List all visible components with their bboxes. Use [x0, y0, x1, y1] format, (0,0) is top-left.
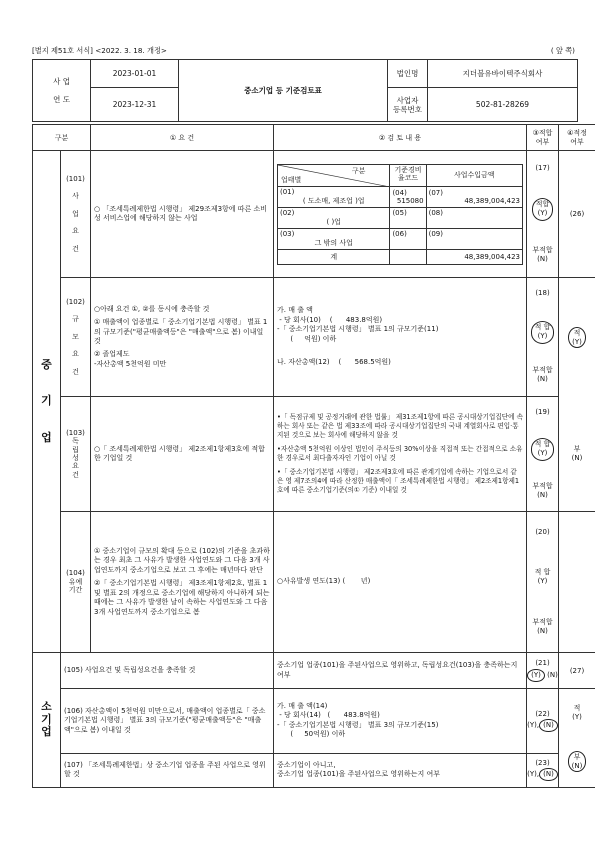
appr-27: (27)	[559, 653, 595, 689]
rev-104: ○사유발생 연도(13) ( 년)	[274, 512, 527, 653]
header-table	[32, 59, 578, 122]
fit-106-no[interactable]: (N)	[539, 719, 558, 732]
industry-r2: (02) ( )업	[278, 207, 390, 228]
appr-small	[559, 689, 595, 788]
fit-101-yes[interactable]: 적합 (Y)	[532, 198, 554, 220]
rev-106: 가. 매 출 액(14) - 당 회사(14) ( 483.8억원) -「 중소기업기본법 시행령」 별표 3의 규모기준(15) ( 50억원) 이하	[274, 689, 527, 754]
industry-total-code	[390, 249, 426, 264]
fit-102-no[interactable]: 부적합 (N)	[532, 366, 553, 384]
fit-102-yes[interactable]: 적 합 (Y)	[531, 321, 555, 343]
fiscal-year-label: 사 업 연 도	[33, 60, 91, 122]
industry-r3-sales: (09)	[426, 228, 522, 249]
corp-name: 지더블유바이텍주식회사	[428, 60, 578, 88]
fit-104: (20) 적 합 (Y) 부적합 (N)	[527, 512, 559, 653]
req-103: ○「 조세특례제한법 시행령」 제2조제1항제3호에 적합한 기업일 것	[91, 397, 274, 512]
industry-r3-code: (06)	[390, 228, 426, 249]
page-side: ( 앞 쪽)	[550, 46, 575, 55]
rev-105: 중소기업 업종(101)을 주된사업으로 영위하고, 독립성요건(103)을 충족하는지 여부	[274, 653, 527, 689]
industry-cell	[274, 151, 527, 278]
appr-104	[559, 512, 595, 653]
appr-small-yes[interactable]: 적 (Y)	[572, 704, 582, 721]
industry-h-biz: 업태별	[281, 175, 302, 184]
req-101: ○ 「조세특례제한법 시행령」 제29조제3항에 따른 소비성 서비스업에 해당하지 않는 사업	[91, 151, 274, 278]
biz-no-label: 사업자 등록번호	[388, 88, 428, 122]
req-107: (107) 「조세특례제한법」상 중소기업 업종을 주된 사업으로 영위할 것	[61, 753, 274, 787]
doc-title: 중소기업 등 기준검토표	[179, 60, 388, 122]
section-sme: 중 기 업	[33, 151, 61, 653]
review-table	[32, 124, 595, 788]
rev-102: 가. 매 출 액 - 당 회사(10) ( 483.8억원) -「 중소기업기본법 시행령」 별표 1의 규모기준(11) ( 억원) 이하 나. 자산총액(12) ( 568.5억원)	[274, 278, 527, 397]
col-requirement: ① 요 건	[91, 125, 274, 151]
period-to: 2023-12-31	[91, 88, 179, 122]
col-review: ② 검 토 내 용	[274, 125, 527, 151]
period-from: 2023-01-01	[91, 60, 179, 88]
industry-r1-sales: (07) 48,389,004,423	[426, 186, 522, 207]
industry-h-type: 구분	[351, 166, 366, 175]
col-appropriate: ④적정 여부	[559, 125, 595, 151]
industry-total-label: 계	[278, 249, 390, 264]
fit-101: (17) 적합 (Y) 부적합 (N)	[527, 151, 559, 278]
fit-103: (19) 적 합 (Y) 부적합 (N)	[527, 397, 559, 512]
code-103: (103) 독 립 성 요 건	[61, 397, 91, 512]
rev-107: 중소기업이 아니고, 중소기업 업종(101)을 주된사업으로 영위하는지 여부	[274, 753, 527, 787]
fit-107-no[interactable]: (N)	[539, 768, 558, 781]
biz-no: 502-81-28269	[428, 88, 578, 122]
industry-r3: (03) 그 밖의 사업	[278, 228, 390, 249]
req-102: ○아래 요건 ①, ②를 동시에 충족할 것 ① 매출액이 업종별로「 중소기업기본법 시행령」 별표 1의 규모기준("평균매출액등"은 "매출액"으로 봄) 이내일 것 ② 졸업제도 -자산총액 5천억원 미만	[91, 278, 274, 397]
corp-name-label: 법인명	[388, 60, 428, 88]
fit-106: (22) (Y), (N)	[527, 689, 559, 754]
industry-r1: (01) ( 도소매, 제조업 )업	[278, 186, 390, 207]
code-104: (104) 유예 기간	[61, 512, 91, 653]
req-104: ① 중소기업이 규모의 확대 등으로 (102)의 기준을 초과하는 경우 최초 그 사유가 발생한 사업연도와 그 다음 3개 사업연도까지 중소기업으로 보고 그 후에는 매년마다 판단 ②「 중소기업기본법 시행령」 제3조제1항제2호, 별표 1 및 별표 2의 개정으로 중소기업에 해당하지 아니하게 되는 때에는 그 사유가 발생한 날이 속하는 사업연도와 그 다음 3개 사업연도까지 중소기업으로 봄	[91, 512, 274, 653]
fit-103-no[interactable]: 부적합 (N)	[532, 482, 553, 500]
industry-r2-sales: (08)	[426, 207, 522, 228]
appr-sme-no[interactable]: 부 (N)	[571, 445, 583, 462]
col-category: 구분	[33, 125, 91, 151]
req-105: (105) 사업요건 및 독립성요건을 충족할 것	[61, 653, 274, 689]
industry-r1-code: (04) 515080	[390, 186, 426, 207]
code-101: (101) 사 업 요 건	[61, 151, 91, 278]
fit-102: (18) 적 합 (Y) 부적합 (N)	[527, 278, 559, 397]
fit-105-yes[interactable]: (Y)	[527, 669, 545, 682]
form-number: [별지 제51호 서식] <2022. 3. 18. 개정>	[32, 46, 167, 55]
industry-total-value: 48,389,004,423	[426, 249, 522, 264]
fit-106-yes[interactable]: (Y),	[527, 720, 540, 729]
appr-sme-yes[interactable]: 적 (Y)	[568, 327, 586, 348]
fit-107: (23) (Y), (N)	[527, 753, 559, 787]
fit-105: (21) (Y) (N)	[527, 653, 559, 689]
rev-103: •「 독점규제 및 공정거래에 관한 법률」 제31조제1항에 따른 공시대상기업집단에 속하는 회사 또는 같은 법 제33조에 따라 공시대상기업집단의 국내 계열회사로 편입·통지된 것으로 보는 회사에 해당하지 않을 것 •자산총액 5천억원 이상인 법인이 주식등의 30%이상을 직접적 또는 간접적으로 소유한 경우로서 최다출자자인 기업이 아닐 것 •「 중소기업기본법 시행령」 제2조제3호에 따른 관계기업에 속하는 기업으로서 같은 영 제7조의4에 따라 산정한 매출액이「 조세특례제한법 시행령」 제2조제1항제1호에 따른 중소기업기준(의① 기준) 이내일 것	[274, 397, 527, 512]
req-106: (106) 자산총액이 5천억원 미만으로서, 매출액이 업종별로「 중소기업기본법 시행령」 별표 3의 규모기준("평균매출액등"은 "매출액"으로 봄) 이내일 것	[61, 689, 274, 754]
industry-r2-code: (05)	[390, 207, 426, 228]
fit-104-no[interactable]: 부적합 (N)	[532, 618, 553, 636]
appr-26: (26)	[559, 151, 595, 278]
appr-sme	[559, 278, 595, 512]
fit-105-no[interactable]: (N)	[547, 670, 558, 679]
section-small: 소 기 업	[33, 653, 61, 788]
industry-h-code: 기준경비 율코드	[390, 164, 426, 186]
fit-101-no[interactable]: 부적합 (N)	[532, 246, 553, 264]
appr-small-no[interactable]: 부 (N)	[568, 751, 587, 772]
industry-diag-header	[278, 164, 390, 186]
fit-104-yes[interactable]: 적 합 (Y)	[534, 568, 551, 586]
fit-103-yes[interactable]: 적 합 (Y)	[531, 438, 555, 460]
industry-table	[277, 164, 523, 265]
fit-107-yes[interactable]: (Y),	[527, 770, 540, 779]
industry-h-sales: 사업수입금액	[426, 164, 522, 186]
col-fit: ③적합 여부	[527, 125, 559, 151]
code-102: (102) 규 모 요 건	[61, 278, 91, 397]
